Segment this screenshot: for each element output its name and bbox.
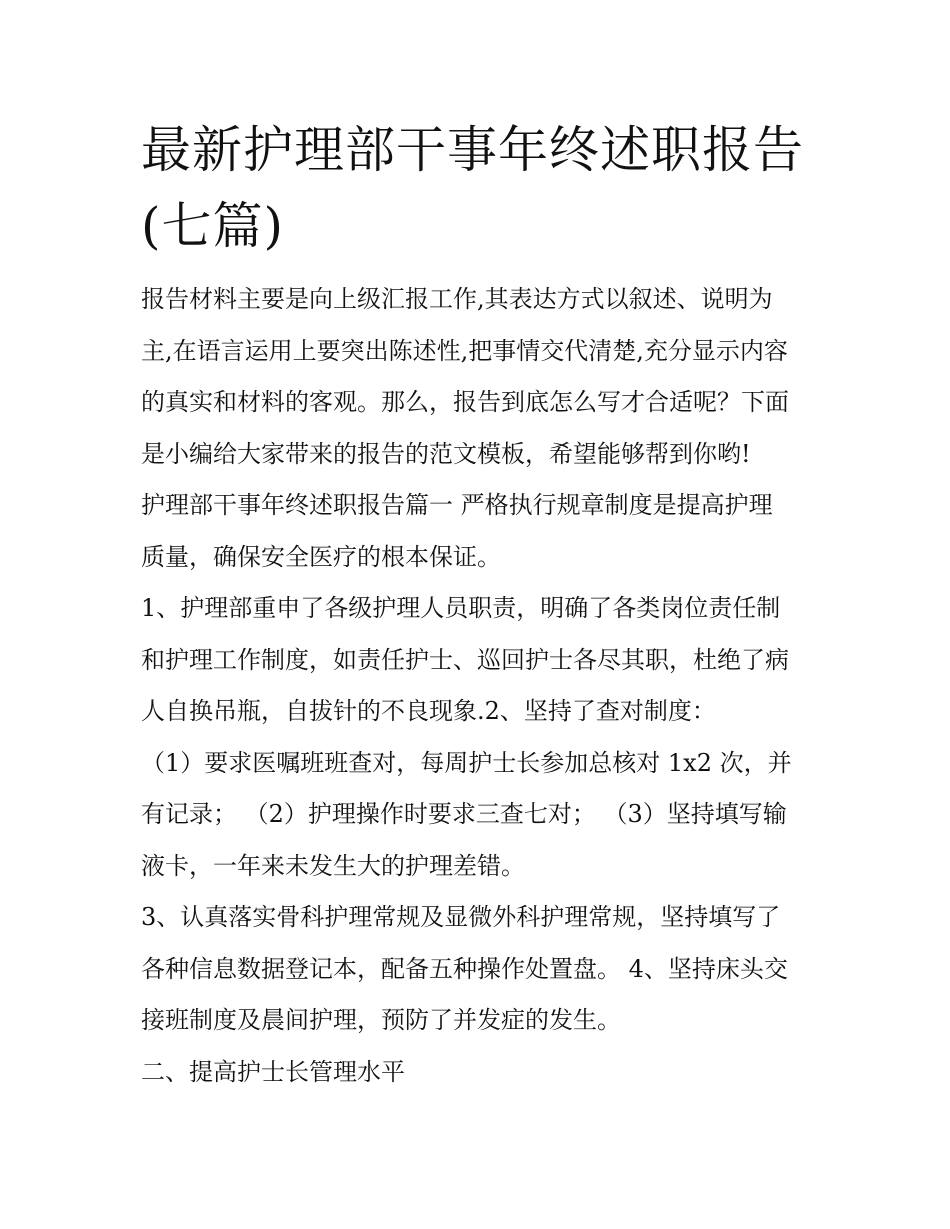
body-line: 1、护理部重申了各级护理人员职责，明确了各类岗位责任制 bbox=[141, 594, 781, 622]
body-line: 接班制度及晨间护理，预防了并发症的发生。 bbox=[141, 1006, 621, 1034]
body-line: 是小编给大家带来的报告的范文模板，希望能够帮到你哟! bbox=[141, 439, 751, 468]
body-line: （1）要求医嘱班班查对，每周护士长参加总核对 1x2 次，并 bbox=[141, 748, 792, 777]
title-line-1: 最新护理部干事年终述职报告 bbox=[141, 121, 804, 179]
body-line: 有记录； （2）护理操作时要求三查七对； （3）坚持填写输 bbox=[141, 800, 787, 828]
body-line: 护理部干事年终述职报告篇一 严格执行规章制度是提高护理 bbox=[141, 491, 773, 519]
body-line: 3、认真落实骨科护理常规及显微外科护理常规，坚持填写了 bbox=[141, 903, 781, 931]
body-line: 各种信息数据登记本，配备五种操作处置盘。 4、坚持床头交 bbox=[141, 954, 788, 983]
document-title bbox=[141, 112, 821, 264]
body-line: 报告材料主要是向上级汇报工作,其表达方式以叙述、说明为 bbox=[141, 285, 773, 313]
body-line: 人自换吊瓶，自拔针的不良现象.2、坚持了查对制度： bbox=[141, 697, 716, 725]
body-line: 液卡，一年来未发生大的护理差错。 bbox=[141, 851, 525, 880]
body-line: 主,在语言运用上要突出陈述性,把事情交代清楚,充分显示内容 bbox=[141, 336, 788, 365]
body-line: 和护理工作制度，如责任护士、巡回护士各尽其职，杜绝了病 bbox=[141, 645, 789, 674]
document-page bbox=[141, 112, 821, 1098]
body-line: 的真实和材料的客观。那么，报告到底怎么写才合适呢？下面 bbox=[141, 388, 789, 416]
title-line-2: (七篇) bbox=[141, 197, 285, 255]
section-heading: 二、提高护士长管理水平 bbox=[141, 1057, 405, 1086]
body-line: 质量，确保安全医疗的根本保证。 bbox=[141, 542, 501, 571]
document-body bbox=[141, 274, 821, 1098]
